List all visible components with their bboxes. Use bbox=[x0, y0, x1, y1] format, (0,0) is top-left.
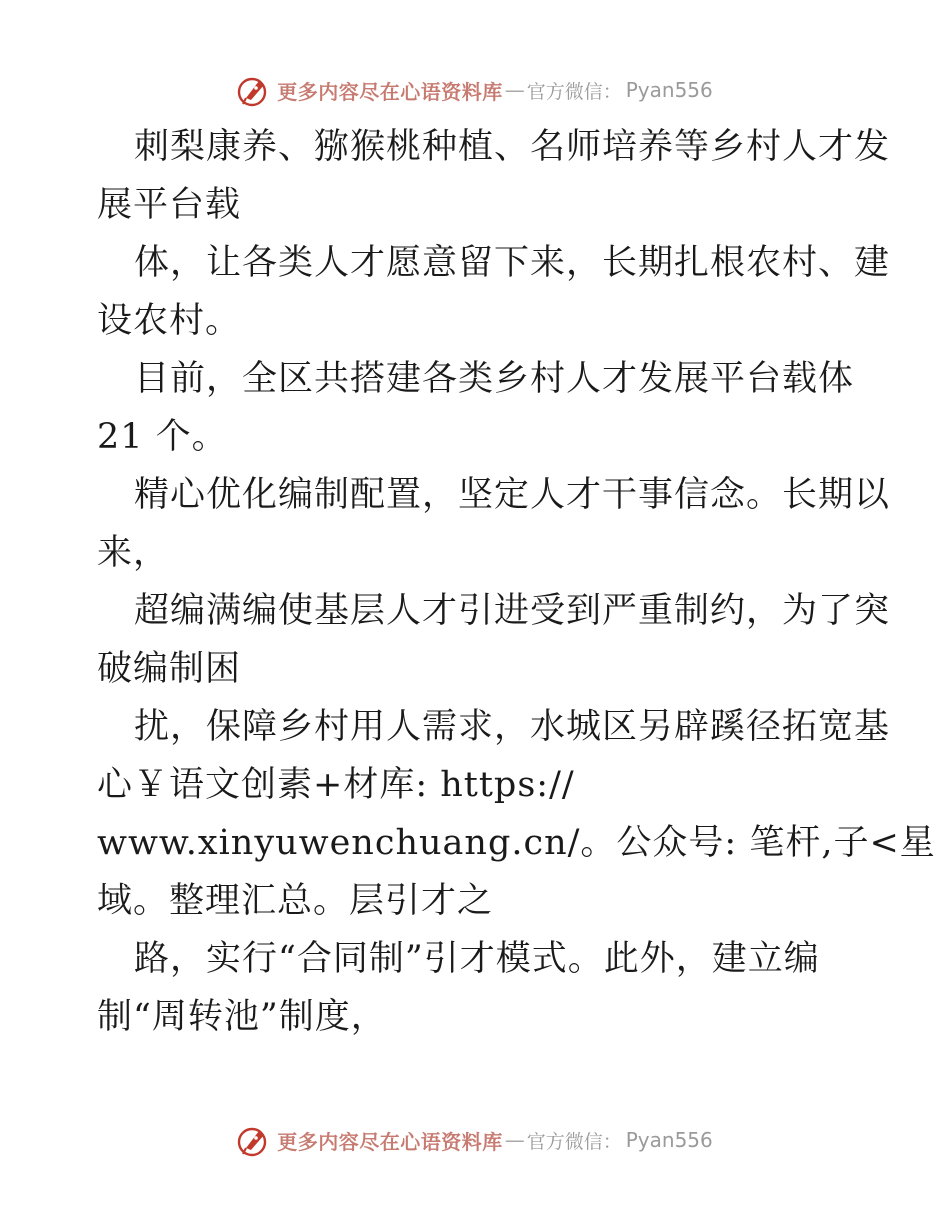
footer-banner bbox=[0, 1120, 950, 1160]
pen-nib-circle-icon bbox=[237, 73, 271, 107]
banner-wechat-label: 官方微信： bbox=[526, 80, 622, 103]
text-line: 展平台载 bbox=[97, 185, 242, 225]
text-line: 扰，保障乡村用人需求，水城区另辟蹊径拓宽基 bbox=[134, 707, 891, 747]
text-line: 域。整理汇总。层引才之 bbox=[97, 881, 494, 921]
banner-separator: — bbox=[504, 1128, 525, 1152]
text-line: 路，实行“合同制”引才模式。此外，建立编 bbox=[134, 939, 820, 979]
banner-wechat-label: 官方微信： bbox=[526, 1130, 622, 1153]
text-line: 心￥语文创素+材库: https:// bbox=[97, 765, 575, 805]
text-line: 体，让各类人才愿意留下来，长期扎根农村、建 bbox=[134, 243, 891, 283]
banner-wechat-id: Pyan556 bbox=[625, 1128, 713, 1152]
text-line: www.xinyuwenchuang.cn/。公众号: 笔杆,子<星 bbox=[97, 823, 936, 863]
banner-wechat-id: Pyan556 bbox=[625, 78, 713, 102]
banner-separator: — bbox=[504, 78, 525, 102]
text-line: 超编满编使基层人才引进受到严重制约，为了突 bbox=[134, 591, 891, 631]
text-line: 精心优化编制配置，坚定人才干事信念。长期以 bbox=[134, 475, 891, 515]
text-line: 目前，全区共搭建各类乡村人才发展平台载体 bbox=[134, 359, 855, 399]
pen-nib-circle-icon bbox=[237, 1123, 271, 1157]
text-line: 刺梨康养、猕猴桃种植、名师培养等乡村人才发 bbox=[134, 127, 891, 167]
text-line: 制“周转池”制度， bbox=[97, 997, 387, 1037]
document-body bbox=[97, 118, 936, 1046]
text-line: 设农村。 bbox=[97, 301, 242, 341]
header-banner bbox=[0, 70, 950, 110]
banner-brand: 更多内容尽在心语资料库 bbox=[277, 1129, 503, 1154]
text-line: 21 个。 bbox=[97, 417, 228, 457]
text-line: 破编制困 bbox=[97, 649, 242, 689]
text-line: 来， bbox=[97, 533, 170, 573]
banner-brand: 更多内容尽在心语资料库 bbox=[277, 79, 503, 104]
